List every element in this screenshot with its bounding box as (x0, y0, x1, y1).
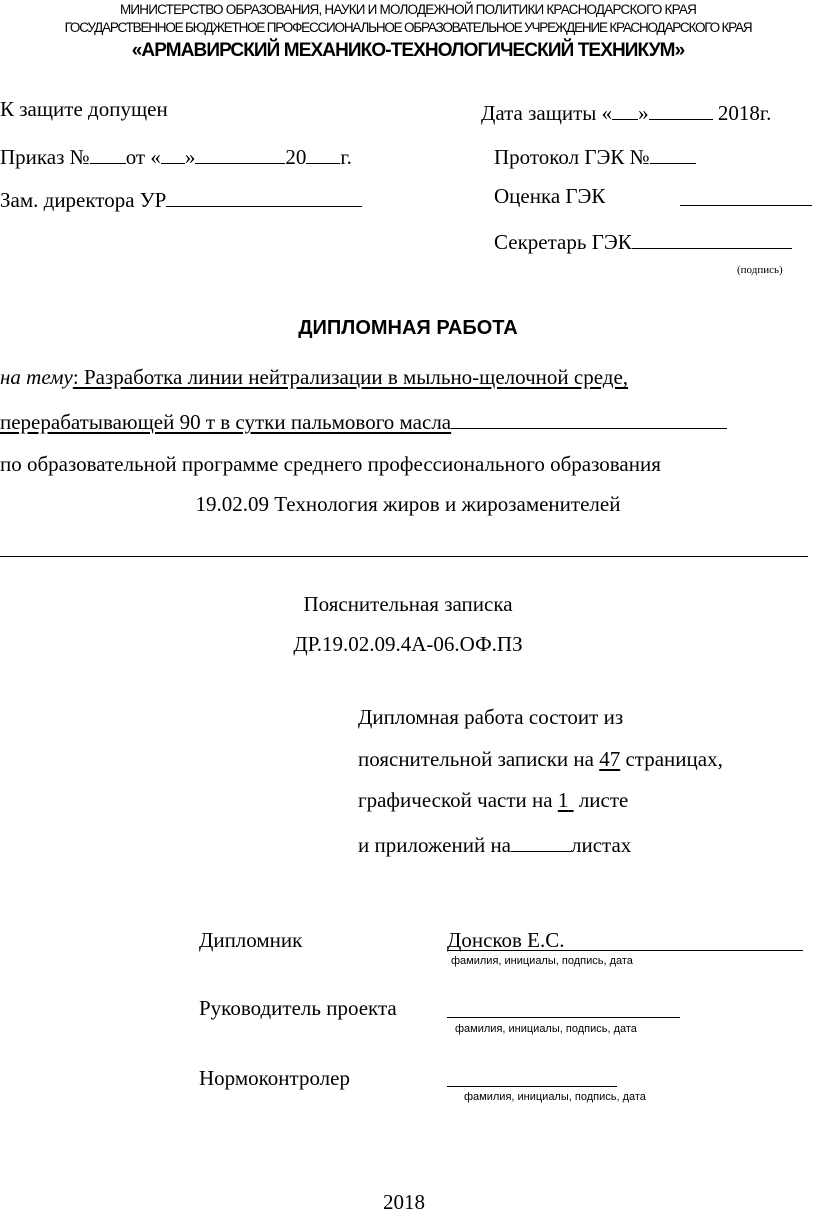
note-title: Пояснительная записка (303, 592, 513, 616)
institution-name-header: «АРМАВИРСКИЙ МЕХАНИКО-ТЕХНОЛОГИЧЕСКИЙ ТЕХНИКУМ» (131, 40, 685, 61)
supervisor-signature-line (447, 1017, 680, 1018)
specialty-separator (0, 556, 808, 557)
normcontrol-caption: фамилия, инициалы, подпись, дата (464, 1091, 646, 1103)
composition-sheets-suffix: листе (573, 788, 629, 812)
supervisor-label: Руководитель проекта (199, 996, 397, 1020)
footer-year: 2018 (383, 1190, 425, 1214)
topic-line-1 (0, 365, 816, 390)
order-day-blank (161, 141, 185, 164)
secretary-line (494, 226, 792, 255)
graduate-signature-line (447, 950, 803, 951)
normcontrol-label: Нормоконтролер (199, 1066, 350, 1090)
order-line (0, 141, 352, 170)
order-quote-close: » (184, 145, 196, 170)
topic-trailing-blank (451, 406, 727, 429)
topic-text-2: перерабатывающей 90 т в сутки пальмового масла (0, 410, 452, 435)
appendix-count-blank (511, 829, 571, 852)
deputy-signature-blank (166, 184, 362, 207)
order-from: от « (125, 145, 161, 170)
secretary-signature-blank (632, 226, 792, 249)
order-year-prefix: 20 (285, 145, 307, 170)
composition-appendix-prefix: и приложений на (358, 833, 511, 858)
supervisor-caption: фамилия, инициалы, подпись, дата (455, 1023, 637, 1035)
defense-day-blank (612, 97, 638, 120)
topic-colon: : (72, 365, 79, 389)
defense-date-mid: » (638, 101, 649, 126)
grade-blank (680, 205, 812, 206)
secretary-label: Секретарь ГЭК (494, 230, 632, 255)
composition-line-2 (358, 747, 723, 772)
composition-pages-suffix: страницах, (620, 747, 723, 771)
composition-sheets-prefix: графической части на (358, 788, 558, 812)
admitted-label: К защите допущен (0, 97, 168, 121)
order-month-blank (195, 141, 285, 164)
defense-year: 2018г. (717, 101, 772, 126)
topic-line-2 (0, 406, 727, 435)
order-number-blank (90, 141, 126, 164)
composition-appendix-suffix: листах (571, 833, 632, 858)
defense-date-prefix: Дата защиты « (481, 101, 613, 126)
composition-line-4 (358, 829, 631, 858)
specialty: 19.02.09 Технология жиров и жирозаменителей (195, 492, 621, 516)
graduate-label: Дипломник (199, 928, 303, 952)
deputy-line (0, 184, 362, 213)
protocol-line (494, 141, 696, 170)
order-year-suffix: г. (340, 145, 352, 170)
defense-month-blank (649, 97, 713, 120)
topic-prefix: на тему (0, 365, 73, 389)
ministry-header: МИНИСТЕРСТВО ОБРАЗОВАНИЯ, НАУКИ И МОЛОДЕЖНОЙ ПОЛИТИКИ КРАСНОДАРСКОГО КРАЯ (119, 2, 697, 17)
composition-line-1: Дипломная работа состоит из (358, 705, 624, 729)
institution-type-header: ГОСУДАРСТВЕННОЕ БЮДЖЕТНОЕ ПРОФЕССИОНАЛЬНОЕ ОБРАЗОВАТЕЛЬНОЕ УЧРЕЖДЕНИЕ КРАСНОДАРСКОГО КРАЯ (64, 20, 752, 35)
composition-pages-prefix: пояснительной записки на (358, 747, 600, 771)
graduate-name: Донсков Е.С. (447, 928, 565, 952)
grade-label: Оценка ГЭК (494, 184, 606, 208)
protocol-label: Протокол ГЭК № (494, 145, 650, 170)
graduate-caption: фамилия, инициалы, подпись, дата (451, 955, 633, 967)
order-prefix: Приказ № (0, 145, 90, 170)
order-year-blank (306, 141, 340, 164)
composition-line-3 (358, 788, 628, 813)
normcontrol-signature-line (447, 1086, 617, 1087)
protocol-number-blank (650, 141, 696, 164)
signature-caption: (подпись) (737, 264, 783, 276)
note-code: ДР.19.02.09.4А-06.ОФ.ПЗ (293, 632, 523, 656)
sheets-count: 1 (557, 788, 569, 812)
document-title: ДИПЛОМНАЯ РАБОТА (298, 317, 518, 339)
pages-count: 47 (599, 747, 621, 771)
program-line: по образовательной программе среднего профессионального образования (0, 452, 661, 476)
defense-date (481, 97, 771, 126)
topic-text-1: Разработка линии нейтрализации в мыльно-щелочной среде, (78, 365, 629, 389)
deputy-label: Зам. директора УР (0, 188, 167, 213)
